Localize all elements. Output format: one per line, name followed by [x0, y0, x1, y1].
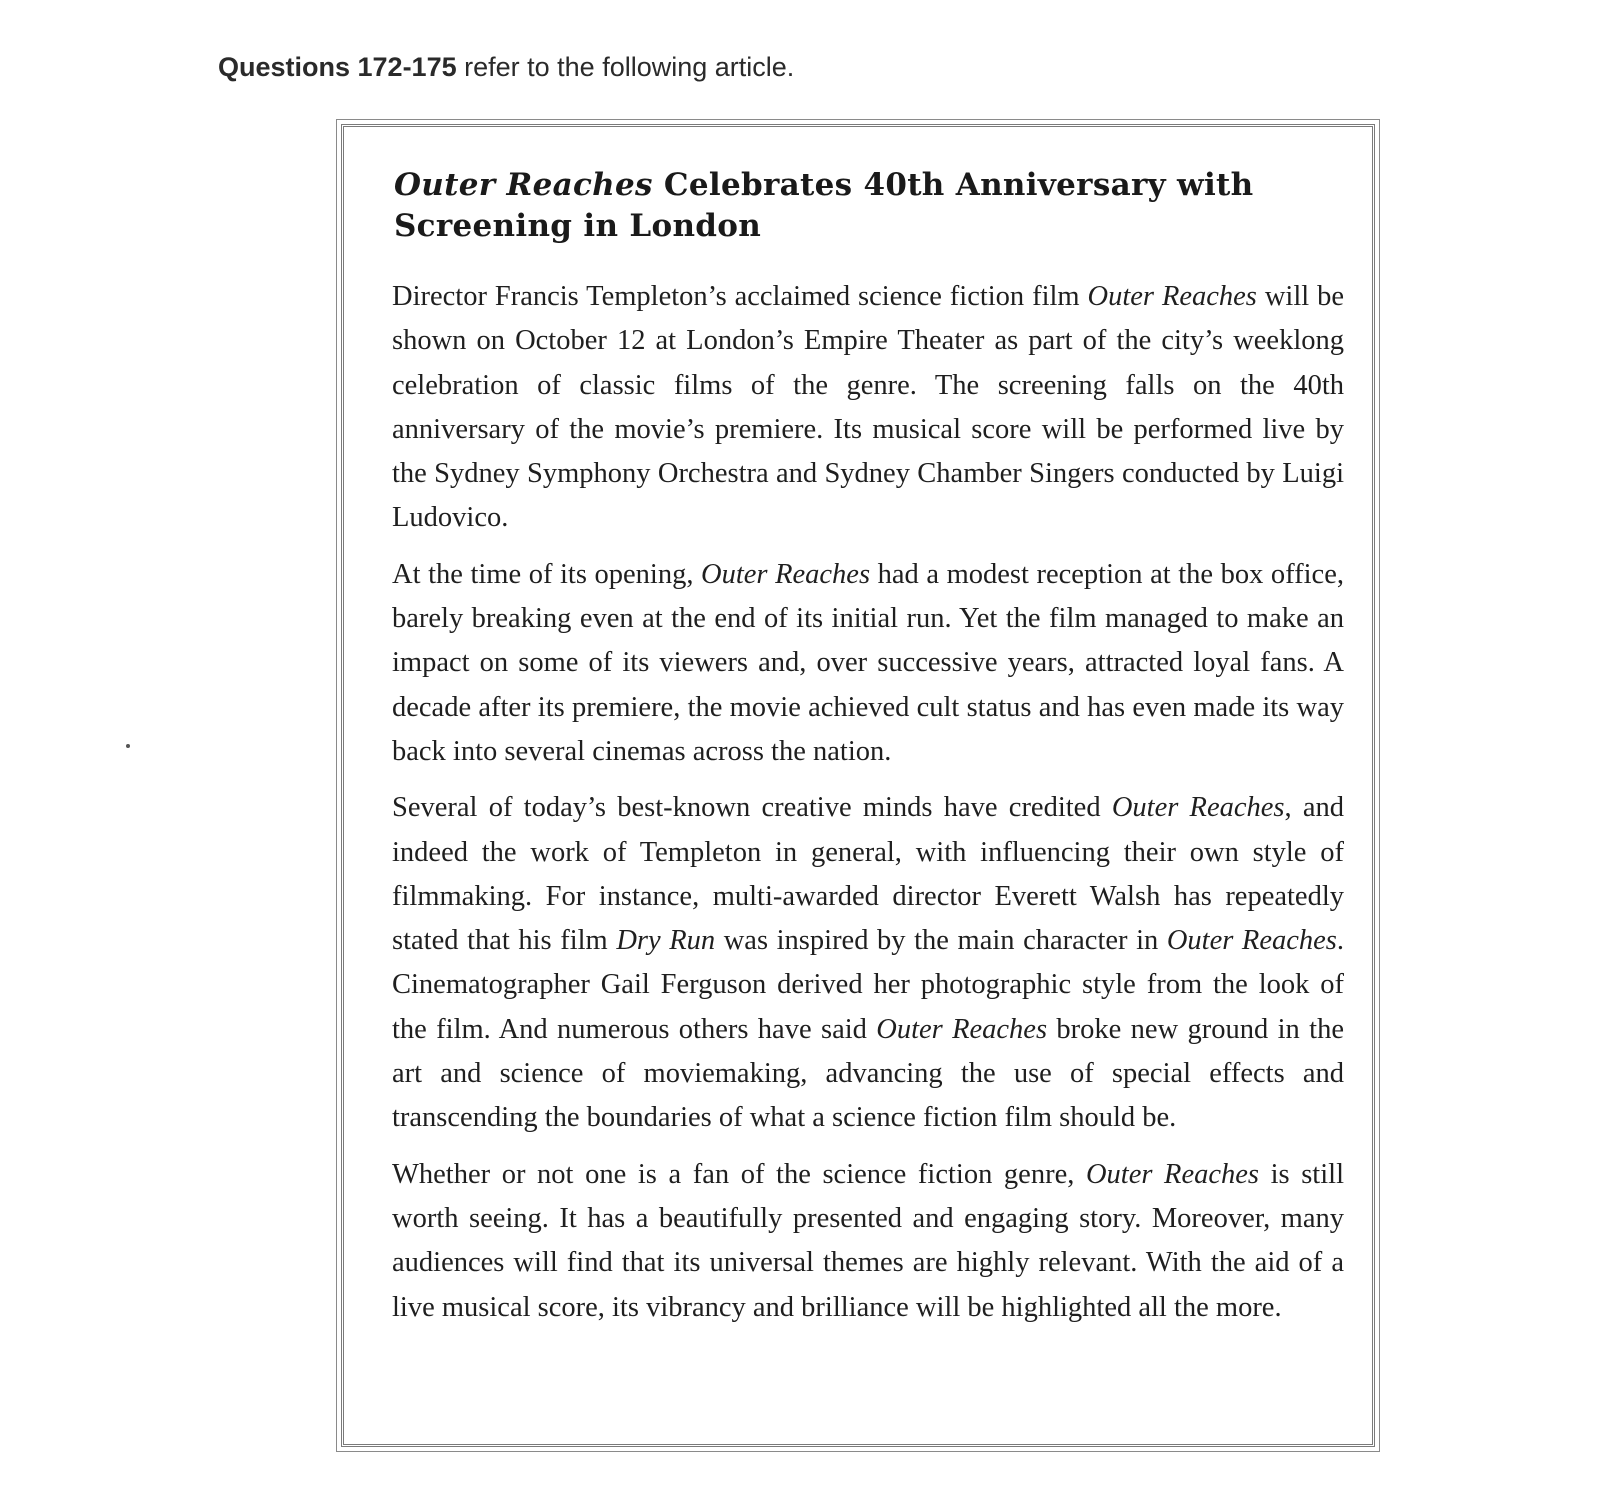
italic-title-segment: Outer Reaches: [1166, 925, 1337, 957]
italic-title-segment: Outer Reaches: [876, 1013, 1048, 1045]
italic-title-segment: Outer Reaches: [1085, 1158, 1259, 1190]
article-headline: [394, 165, 1294, 247]
text-segment: broke new ground in the art and science of moviemaking, advancing the use of special effects and transcending the boundaries of what a science fiction film should be.: [392, 1013, 1344, 1134]
italic-title-segment: Outer Reaches: [1111, 792, 1285, 824]
text-segment: had a modest reception at the box office, barely breaking even at the end of its initial run. Yet the film managed to make an impact on some of its viewers and, over successive years, attracted loyal fans. A decade after its premiere, the movie achieved cult status and has even made its way back into several cinemas across the nation.: [392, 558, 1344, 767]
question-range: Questions 172-175: [218, 52, 457, 82]
italic-title-segment: Outer Reaches: [1087, 281, 1257, 312]
text-segment: is still worth seeing. It has a beautifully presented and engaging story. Moreover, many audiences will find that its universal themes are highly relevant. With the aid of a live musical score, its vibrancy and brilliance will be highlighted all the more.: [392, 1158, 1344, 1323]
article-body: [392, 275, 1344, 1342]
italic-title-segment: Outer Reaches: [701, 558, 871, 590]
text-segment: . Cinematographer Gail Ferguson derived her photographic style from the look of the film. And numerous others have said: [392, 925, 1344, 1045]
article-inner-border: [341, 124, 1375, 1447]
article-paragraph: [392, 1153, 1344, 1330]
headline-film-title: Outer Reaches: [394, 167, 653, 203]
text-segment: , and indeed the work of Templeton in general, with influencing their own style of filmmaking. For instance, multi-awarded director Everett Walsh has repeatedly stated that his film: [392, 792, 1345, 957]
text-segment: Whether or not one is a fan of the science fiction genre,: [392, 1158, 1086, 1190]
article-paragraph: [392, 275, 1344, 541]
text-segment: At the time of its opening,: [392, 558, 702, 590]
article-paragraph: [392, 553, 1344, 774]
text-segment: was inspired by the main character in: [715, 925, 1167, 957]
question-instruction: [218, 52, 794, 83]
instruction-text: refer to the following article.: [456, 52, 795, 82]
headline-rest: Celebrates 40th Anniversary with Screening in London: [394, 167, 1254, 244]
article-paragraph: [392, 786, 1344, 1140]
italic-title-segment: Dry Run: [616, 925, 716, 957]
stray-dot: [126, 744, 130, 748]
article-frame: [336, 119, 1380, 1452]
text-segment: Director Francis Templeton’s acclaimed science fiction film: [392, 281, 1088, 312]
text-segment: will be shown on October 12 at London’s Empire Theater as part of the city’s weeklong celebration of classic films of the genre. The screening falls on the 40th anniversary of the movie’s premiere. Its musical score will be performed live by the Sydney Symphony Orchestra and Sydney Chamber Singers conducted by Luigi Ludovico.: [392, 281, 1344, 534]
text-segment: Several of today’s best-known creative minds have credited: [392, 792, 1112, 824]
